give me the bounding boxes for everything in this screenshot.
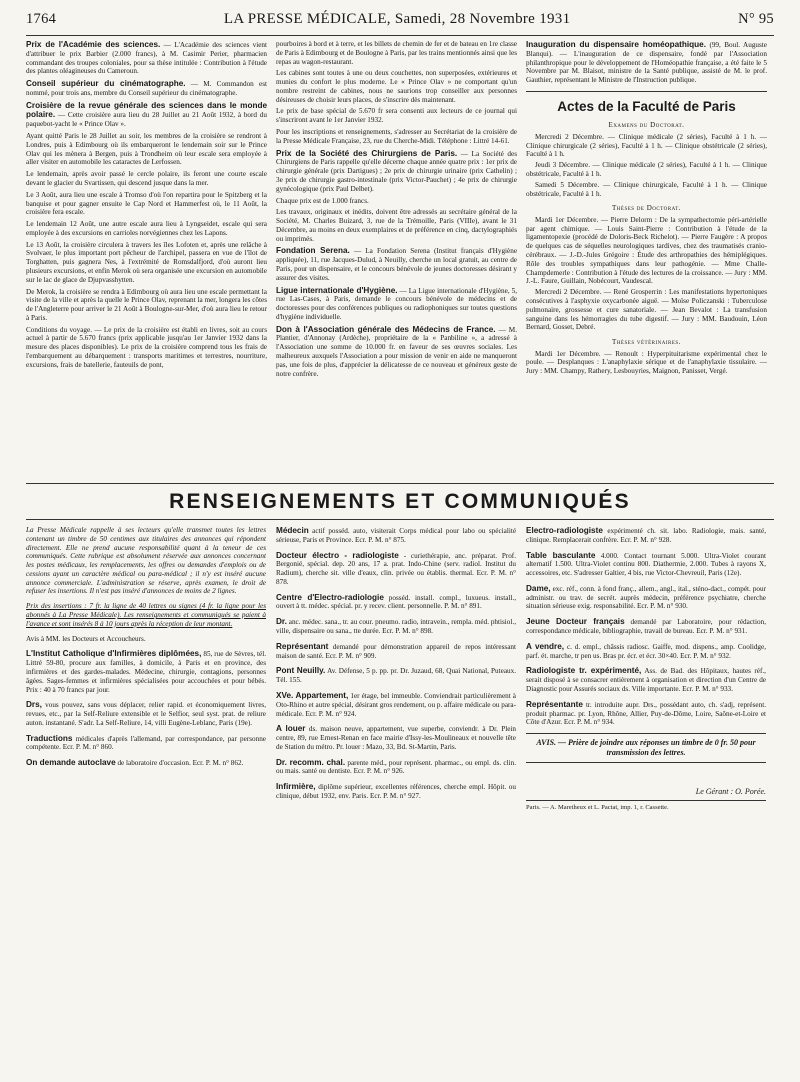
article-title: Prix de l'Académie des sciences. — [26, 40, 161, 49]
article-block — [526, 526, 766, 545]
article-block — [526, 642, 766, 661]
article-text: demandé pour démonstration appareil de repos intéressant maison de santé. Ecr. P. M. n° 909. — [276, 642, 516, 660]
article-title: Don à l'Association générale des Médecins de France. — [276, 324, 496, 334]
article-text: posséd. install. compl., luxueus. install., ouvert à tt. médec. spécial. pr. y recev. client. personnelle. P. M. n° 891. — [276, 593, 516, 611]
article-block — [26, 649, 266, 694]
news-column-2 — [276, 40, 517, 483]
dispensary-item — [526, 40, 767, 85]
exam-list — [526, 133, 767, 198]
article-text: demandé par Laboratoire, pour rédaction, correspondance médicale, bibliographie, travail de bureau. Ecr. P. M. n° 931. — [526, 618, 766, 636]
article-text: diplôme supérieur, excellentes références, cherche empl. Hôpit. ou clinique, début 1932, env. Paris. Ecr. P. M. n° 927. — [276, 783, 516, 800]
article-text: anc. médec. sana., tr. au cour. pneumo. radio, intravein., rempla. méd. phtisiol., ville, dispensaire ou sana., tte durée. Ecr. P. M. n° 898. — [276, 618, 516, 636]
article-text: Le prix de base spécial de 5.670 fr sera consenti aux lecteurs de ce journal qui s'inscriront avant le 1er Janvier 1932. — [276, 107, 517, 125]
article-block — [276, 724, 516, 751]
article-block — [26, 40, 267, 76]
article-block — [276, 107, 517, 125]
article-block — [276, 617, 516, 636]
article-text: 4.000. Contact tournant 5.000. Ultra-Violet courant alternatif 1.500. Ultra-Violet continu 800. Diathermie, 2.000. Tubes à rayons X, accessoires, etc. S'adresser Galtier, 4 bis, rue Victor-Chevreuil, Paris (12e). — [526, 551, 766, 578]
article-title: On demande autoclave — [26, 758, 116, 768]
list-entry: Mercredi 2 Décembre. — Clinique médicale (2 séries), Faculté à 1 h. — Clinique chirurgicale (2 séries), Faculté à 1 h. — Clinique obstétricale (2 séries), Faculté à 1 h. — [526, 132, 767, 159]
article-text: Le 13 Août, la croisière circulera à travers les îles Lofoten et, après une relâche à Svolvaer, le plus important port pêcheur de l'archipel, passera en vue de l'îlot de Torghatten, puis gagnera Nes, à l'extrémité de Romsdalfjord, d'où auront lieu plusieurs excursions, et enfin Merok où sera organisée une excursion en automobile sur le lac de glace de Djupvasshytten. — [26, 240, 267, 284]
article-text: — Cette croisière aura lieu du 28 Juillet au 21 Août 1932, à bord du paquebot-yacht le « Prince Olav ». — [26, 111, 267, 129]
classifieds-section — [26, 520, 774, 1072]
article-title: Dame, — [526, 583, 551, 593]
article-block — [276, 593, 516, 612]
list-entry: Mardi 1er Décembre. — Renoult : Hyperpituitarisme expérimental chez le poule. — Desplanques : L'anaphylaxie sérique et de l'anaphylaxie tissulaire. — Jury : MM. Champy, Rathery, Lesbouyries, Maignon, Panisset, Vergé. — [526, 349, 767, 376]
article-text: — M. Plantier, d'Annonay (Ardèche), propriétaire de la « Panbiline », a adressé à l'Association une somme de 10.000 fr. en faveur de ses œuvres sociales. Les malheureux auxquels l'Association a pour mission de venir en aide ne manqueront pas, une fois de plus, d'apprécier la délicatesse de ce nouveau et généreux geste de notre confrère. — [276, 325, 517, 378]
article-text: — La Société des Chirurgiens de Paris rappelle qu'elle décerne chaque année quatre prix : 1er prix de chirurgie générale (prix Dartigues) ; 2e prix de chirurgie urinaire (prix Cathelin) ; 3e prix de chirurgie gastro-intestinale (prix Victor-Pauchet) ; 4e prix de chirurgie gynécologique (prix Paul Delbet). — [276, 149, 517, 193]
classifieds-column-1 — [26, 526, 266, 1072]
article-title: Conseil supérieur du cinématographe. — [26, 79, 186, 89]
article-text: expérimenté ch. sit. labo. Radiologie, mais. santé, clinique. Remplacerait confrère. Ecr. P. M. n° 928. — [526, 527, 766, 544]
section-banner — [26, 484, 774, 520]
article-text: 85, rue de Sèvres, tél. Littré 59-80, procure aux familles, à domicile, à Paris et en province, des infirmières et des gardes-malades. Médecine, chirurgie, contagions, personnes âgées. Sages-femmes et infirmières spécialisées pour accouchées et pour bébés. Prix : 40 à 70 francs par jour. — [26, 650, 266, 694]
article-title: Radiologiste tr. expérimenté, — [526, 666, 642, 676]
article-block — [276, 526, 516, 545]
article-text: Ass. de Bad. des Hôpitaux, hautes réf., serait disposé à se consacrer entièrement à organisation et direction d'un Centre de Diagnostic pour Assurés sociaux ds. Ville importante. Ecr. P. M. n° 933. — [526, 667, 766, 693]
article-block — [276, 758, 516, 777]
avis-notice: AVIS. — Prière de joindre aux réponses un timbre de 0 fr. 50 pour transmission des lettres. — [526, 733, 766, 763]
article-title: A louer — [276, 724, 306, 734]
article-title: Docteur électro - radiologiste — [276, 550, 399, 560]
thesis-list — [526, 216, 767, 332]
article-text: exc. réf., conn. à fond franç., allem., angl., ital., sténo-dact., compét. pour administr. ou trav. de secrét. auprès médecin, préférence psychiatre, cherche situation sérieuse exig. responsabilité. Ecr. P. M. n° 930. — [526, 584, 766, 611]
list-entry: Samedi 5 Décembre. — Clinique chirurgicale, Faculté à 1 h. — Clinique obstétricale, Faculté à 1 h. — [526, 180, 767, 198]
article-block — [276, 246, 517, 282]
article-block — [26, 635, 266, 644]
article-text: Le lendemain 12 Août, une autre escale aura lieu à Lyngseidet, escale qui sera employée à des excursions en carrioles norvégiennes chez les Lapons. — [26, 220, 267, 237]
article-title: Représentant — [276, 641, 329, 651]
article-block — [526, 551, 766, 578]
article-block — [276, 40, 517, 66]
article-text: Chaque prix est de 1.000 francs. — [276, 196, 369, 205]
faculty-title: Actes de la Faculté de Paris — [526, 91, 767, 115]
news-column-3 — [526, 40, 767, 483]
article-text: médicales d'après l'allemand, par correspondance, par personne compétente. Ecr. P. M. n° 860. — [26, 734, 266, 752]
news-section — [26, 36, 774, 484]
article-title: Représentante — [526, 699, 583, 709]
article-title: Dr. recomm. chal. — [276, 757, 346, 767]
article-text: Av. Défense, 5 p. pp. pr. Dr. Juzaud, 68, Quai National, Puteaux. Tél. 155. — [276, 667, 516, 685]
item-text: (99, Boul. Auguste Blanqui). — L'inauguration de ce dispensaire, fondé par l'Association philanthropique pour le développement de l'Homéopathie française, a été faite le 5 Novembre par M. Blaisot, ministre de la Santé publique, assisté de M. le prof. Gauthier, représentant le Ministre de l'Instruction publique. — [526, 41, 767, 85]
news-column-1 — [26, 40, 267, 483]
article-title: Traductions — [26, 733, 73, 743]
article-title: Table basculante — [526, 550, 596, 560]
article-title: Croisière de la revue générale des sciences dans le monde polaire. — [26, 100, 267, 120]
list-entry: Mercredi 2 Décembre. — René Grosperrin : Les manifestations hypertoniques consécutives à l'asphyxie oxycarbonée aiguë. — Moïse Policzanski : Tuberculose pulmonaire, grossesse et cure sanatoriale. — Jean Bevalot : La transfusion sanguine dans les hémorragies du tube digestif. — Jury : MM. Baudouin, Léon Bernard, Gosset, Debré. — [526, 288, 767, 332]
article-text: — L'Académie des sciences vient d'attribuer le prix Barbier (2.000 francs), à M. Casimir Perier, pharmacien commandant des troupes coloniales, pour sa thèse intitulée : Contribution à l'étude des plantes oléagineuses du Cameroun. — [26, 41, 267, 76]
article-text: Les travaux, originaux et inédits, doivent être adressés au secrétaire général de la Société, M. Charles Buizard, 3, rue de la Trémoille, Paris (VIIIe), avant le 31 Décembre, au moins en deux exemplaires et de préférence en cinq, dactylographiés ou imprimés. — [276, 208, 517, 243]
vet-heading: Thèses vétérinaires. — [612, 338, 681, 347]
article-block — [26, 734, 266, 753]
article-block — [26, 326, 267, 370]
article-block — [26, 79, 267, 98]
article-block — [276, 691, 516, 718]
article-title: L'Institut Catholique d'Infirmières diplômées, — [26, 649, 202, 659]
article-block — [26, 220, 267, 238]
article-text: 1er étage, bel immeuble. Conviendrait particulièrement à Oto-Rhino et autre spécial, désirant gros rendement, ou p. affaire médicale ou para-médicale. Ecr. P. M. n° 924. — [276, 691, 516, 718]
article-text: Conditions du voyage. — Le prix de la croisière est établi en livres, soit au cours actuel à partir de 5.670 francs (prix applicable jusqu'au 1er Janvier 1932 dans la mesure des places disponibles). Le prix de la croisière comprend tous les frais de l'embarquement au débarquement : transports maritimes et terrestres, nourriture, excursions, frais de batellerie, fauteuils de pont, — [26, 325, 267, 369]
article-title: Electro-radiologiste — [526, 526, 603, 535]
article-title: XVe. Appartement, — [276, 690, 349, 700]
article-block — [276, 197, 517, 206]
article-block — [26, 700, 266, 727]
article-text: c. d. empl., châssis radiosc. Gaiffe, mod. dispens., amp. Coolidge, parf. ét. marche, tr pen us. Bras pr. écr. et écr. 30×40. Ecr. P. M. n° 932. — [526, 642, 766, 660]
article-block — [276, 551, 516, 587]
article-title: Drs, — [26, 700, 42, 710]
article-block — [276, 149, 517, 194]
article-block — [276, 69, 517, 104]
article-text: De Merok, la croisière se rendra à Edimbourg où aura lieu une escale permettant la visite de la ville et après la quelle le Prince Olav, reprenant la mer, longera les côtes de l'Angleterre pour arriver le 21 Août à Boulogne-sur-Mer, d'où aura lieu le retour à Paris. — [26, 287, 267, 322]
article-block — [526, 666, 766, 693]
article-block — [526, 584, 766, 611]
article-text: — M. Commandon est nommé, pour trois ans, membre du Conseil supérieur du cinématographe. — [26, 80, 267, 97]
list-entry: Mardi 1er Décembre. — Pierre Delorm : De la sympathectomie péri-artérielle par agent chimique. — Louis Saint-Pierre : Contribution à l'étude de la ligamentopexie (procédé de Doloris-Beck Richelot). — Pierre Faugère : A propos de quelques cas de séquelles neurologiques tardives, chez des traumatisés cranio-cérébraux. — J.-D.-Jules Grégoire : Étude des arthropathies des hémiplégiques. Rôle des troubles sympathiques dans leur pathogénie. — Mme Challe-Champdemerle : Contribution à l'étude des lectures de la croissance. — Jury : MM. J.-L. Faure, Guillain, Nobécourt, Vaudescal. — [526, 215, 767, 286]
exam-heading: Examens du Doctorat. — [608, 121, 685, 130]
article-block — [526, 617, 766, 636]
vet-list — [526, 350, 767, 376]
article-block — [26, 132, 267, 167]
issue-number: N° 95 — [738, 11, 774, 27]
article-block — [276, 325, 517, 379]
article-block — [526, 700, 766, 727]
printer-line: Paris. — A. Maretheux et L. Pactat, imp. 1, r. Cassette. — [526, 804, 669, 812]
article-title: A vendre, — [526, 641, 565, 651]
article-text: Les cabines sont toutes à une ou deux couchettes, non superposées, extérieures et munies du confort le plus moderne. Le « Prince Olav » ne comportant qu'un nombre restreint de cabines, nous ne saurions trop conseiller aux personnes désireuses de choisir leurs places, de s'inscrire dès maintenant. — [276, 69, 517, 104]
article-title: Médecin — [276, 526, 309, 535]
article-title: Dr. — [276, 617, 287, 627]
article-text: - curiethérapie, anc. préparat. Prof. Bergonié, spécial. dep. 20 ans, 17 a. prat. Indo-Chine (serv. radiol. Institut du Radium), cherche sit. ville d'eaux, clin. privée ou établis. thermal. Ecr. P. M. n° 878. — [276, 551, 516, 586]
article-block — [26, 101, 267, 129]
article-block — [276, 782, 516, 801]
article-text: Le lendemain, après avoir passé le cercle polaire, ils feront une courte escale devant le glacier du Svartissen, qui descend jusque dans la mer. — [26, 170, 267, 187]
notice-prices-text: Prix des insertions : 7 fr. la ligne de 40 lettres ou signes (4 fr. la ligne pour les abonnés à La Presse Médicale). Les renseignements et communiqués se paient à l'avance et sont insérés 8 à 10 jours après la réception de leur montant. — [26, 602, 266, 628]
list-entry: Jeudi 3 Décembre. — Clinique médicale (2 séries), Faculté à 1 h. — Clinique obstétricale, Faculté à 1 h. — [526, 161, 767, 179]
article-text: — La Ligue internationale d'Hygiène, 5, rue Las-Cases, à Paris, demande le concours bénévole de médecins et de doctoresses pour des conférences publiques ou radiophoniques sur toutes questions d'hygiène individuelle. — [276, 286, 517, 321]
banner-title: RENSEIGNEMENTS ET COMMUNIQUÉS — [169, 489, 631, 513]
article-text: tr. introduite aupr. Drs., possédant auto, ch. s'adj, représent. produit pharmac. pr. Lyon, Rhône, Allier, Puy-de-Dôme, Loire, Saône-et-Loire et Côte d'Azur. Ecr. P. M. n° 934. — [526, 700, 766, 727]
article-block — [276, 208, 517, 243]
article-title: Fondation Serena. — [276, 246, 350, 256]
article-text: ds. maison neuve, appartement, vue superbe, conviendr. à Dr. Plein centre, 89, rue Ernest-Renan en face mairie d'Issy-les-Moulineaux et nouvelle tête de Station du métro. Pr. louer : Mazo, 33, Bd. St-Martin, Paris. — [276, 725, 516, 751]
article-block — [26, 191, 267, 217]
ads-list-3 — [526, 526, 766, 727]
article-block — [276, 286, 517, 322]
classifieds-column-3 — [526, 526, 766, 1072]
article-title: Pont Neuilly. — [276, 666, 326, 676]
ads-list-1 — [26, 635, 266, 768]
article-text: — La Fondation Serena (Institut français d'Hygiène appliquée), 11, rue Jacques-Dulud, à Neuilly, cherche un local gratuit, au centre de Paris, pour un dispensaire, et le concours bénévole de jeunes doctoresses désirant y assurer des visites. — [276, 247, 517, 282]
article-text: Le 3 Août, aura lieu une escale à Tromso d'où l'on repartira pour le Spitzberg et la banquise et pour gagner ensuite le Cap Nord et Hammerfest où, le 11 Août, la croisière fera escale. — [26, 190, 267, 217]
article-block — [276, 128, 517, 146]
article-text: de laboratoire d'occasion. Ecr. P. M. n° 862. — [117, 759, 244, 768]
article-text: actif posséd. auto, visiterait Corps médical pour labo ou spécialité sérieuse, Paris et Province. Ecr. P. M. n° 875. — [276, 527, 516, 544]
article-text: Avis à MM. les Docteurs et Accoucheurs. — [26, 634, 146, 643]
article-title: Ligue internationale d'Hygiène. — [276, 285, 398, 295]
article-title: Infirmière, — [276, 782, 316, 792]
article-text: pourboires à bord et à terre, et les billets de chemin de fer et de bateau en 1re classe de Paris à Edimbourg et de Boulogne à Paris, par les trains mentionnés ainsi que les repas au wagon-restaurant. — [276, 40, 517, 66]
article-text: vous pouvez, sans vous déplacer, relier rapid. et économiquement livres, revues, etc., par la Self-Reliure extensible et le Selfior, seul syst. prat. de reliure auton. instantané. S'adr. La Self-Reliure, 14, villi Eugène-Leblanc, Paris (19e). — [26, 701, 266, 727]
item-title: Inauguration du dispensaire homéopathique. — [526, 40, 707, 49]
article-title: Jeune Docteur français — [526, 617, 625, 627]
article-title: Prix de la Société des Chirurgiens de Paris. — [276, 148, 458, 158]
article-block — [26, 241, 267, 285]
article-block — [26, 170, 267, 188]
article-text: Pour les inscriptions et renseignements, s'adresser au Secrétariat de la croisière de la Presse Médicale Française, 23, rue du Cherche-Midi. Téléphone : Littré 14-61. — [276, 128, 517, 145]
article-title: Centre d'Electro-radiologie — [276, 592, 384, 602]
article-text: parente méd., pour représent. pharmac., ou empl. ds. clin. ou mais. santé ou dentiste. Ecr. P. M. n° 926. — [276, 758, 516, 776]
article-block — [276, 642, 516, 661]
notice-text: La Presse Médicale rappelle à ses lecteurs qu'elle transmet toutes les lettres contenant un timbre de 50 centimes aux titulaires des annonces qui répondent directement. Elle ne prend aucune responsabilité quant à la teneur de ces communiqués. Cette rubrique est absolument réservée aux annonces concernant les postes médicaux, les remplacements, les offres ou demandes d'emplois ou de cessions ayant un caractère médical ou para-médical ; il n'y est inséré aucune annonce commerciale. L'administration se réserve, après examen, le droit de refuser les insertions. Il n'est pas inséré d'annonces de moins de 2 lignes. — [26, 526, 266, 596]
page-number: 1764 — [26, 11, 57, 27]
article-block — [26, 288, 267, 323]
article-block — [26, 758, 266, 768]
article-block — [276, 666, 516, 685]
article-text: Ayant quitté Paris le 28 Juillet au soir, les membres de la croisière se rendront à Londres, puis à Edimbourg où ils embarqueront le lendemain soir sur le Prince Olav qui les mènera à Bergen, puis à Trondheim où leur escale sera employée à aller visiter en automobile les cataractes de Lerfossen. — [26, 132, 267, 167]
classifieds-column-2 — [276, 526, 516, 1072]
journal-title: LA PRESSE MÉDICALE, Samedi, 28 Novembre 1931 — [223, 11, 571, 27]
thesis-heading: Thèses de Doctorat. — [612, 204, 681, 213]
gerant-line: Le Gérant : O. Porée. — [526, 783, 766, 802]
notice-prices — [26, 602, 266, 628]
page-header — [26, 10, 774, 36]
